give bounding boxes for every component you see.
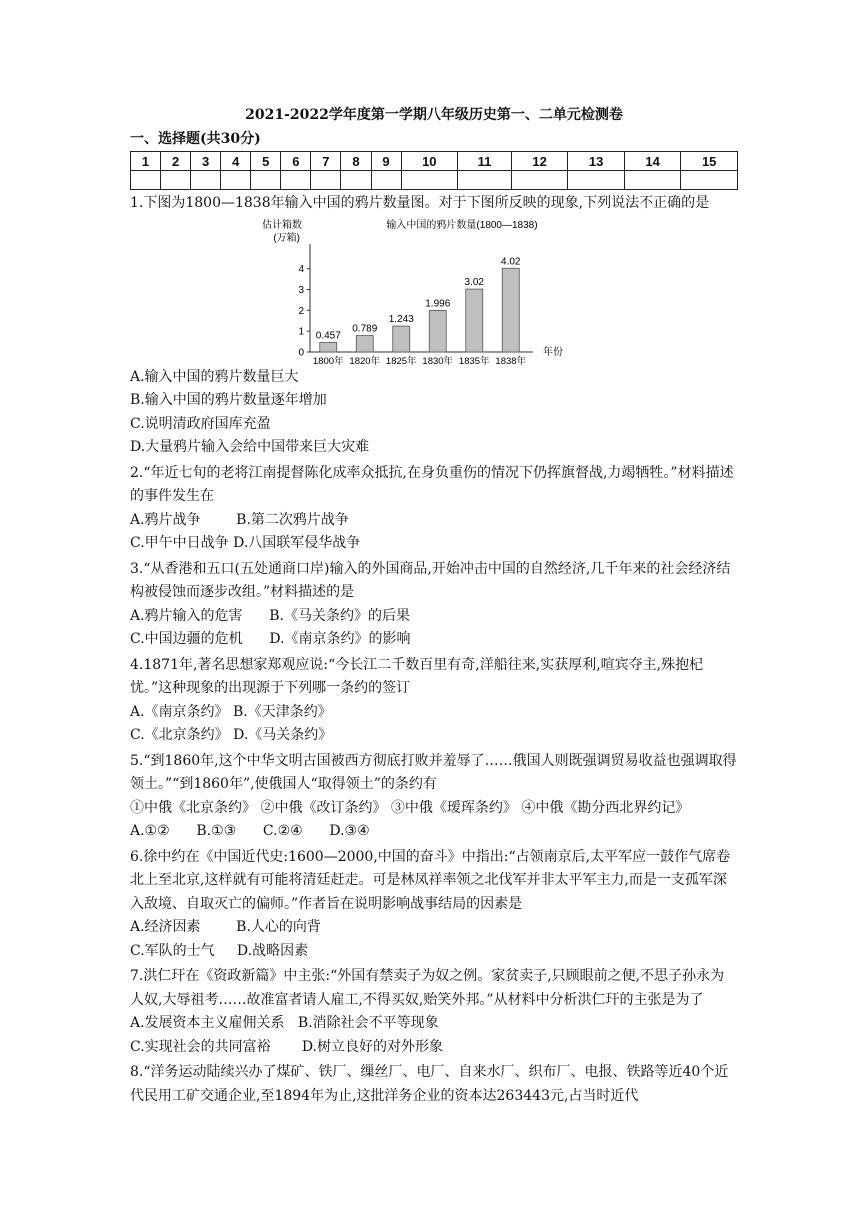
answer-blank-cell[interactable] <box>221 171 251 190</box>
chart-data-label: 3.02 <box>464 276 484 288</box>
question-8-stem: 8.“洋务运动陆续兴办了煤矿、铁厂、缫丝厂、电厂、自来水厂、织布厂、电报、铁路等近40个近代民用工矿交通企业,至1894年为止,这批洋务企业的资本达263443元,占当时近代 <box>130 1064 729 1104</box>
answer-blank-cell[interactable] <box>251 171 281 190</box>
chart-ylabel-line2: (万箱) <box>273 232 300 244</box>
question-1-option-d: D.大量鸦片输入会给中国带来巨大灾难 <box>130 439 370 455</box>
chart-bar <box>356 335 373 351</box>
chart-data-label: 0.789 <box>352 323 378 335</box>
question-1-option-c: C.说明清政府国库充盈 <box>130 415 271 432</box>
chart-data-label: 4.02 <box>501 255 521 267</box>
chart-y-tick-label: 3 <box>298 284 304 296</box>
opium-chart-container <box>130 216 738 366</box>
question-1-stem: 1.下图为1800—1838年输入中国的鸦片数量图。对于下图所反映的现象,下列说法不正确的是 <box>130 195 710 211</box>
chart-xlabel: 年份 <box>543 346 563 358</box>
answer-number-cell: 13 <box>568 152 624 171</box>
answer-number-cell: 8 <box>341 152 371 171</box>
answer-blank-cell[interactable] <box>511 171 567 190</box>
answer-blank-cell[interactable] <box>401 171 457 190</box>
chart-bar <box>393 326 410 352</box>
question-6-stem: 6.徐中约在《中国近代史:1600—2000,中国的奋斗》中指出:“占领南京后,太平军应一鼓作气席卷北上至北京,这样就有可能将清廷赶走。可是林凤祥率领之北伐军并非太平军主力,而是一支孤军深入敌境、自取灭亡的偏师。”作者旨在说明影响战事结局的因素是 <box>130 848 731 912</box>
answer-blank-cell[interactable] <box>458 171 512 190</box>
chart-data-label: 0.457 <box>315 329 341 341</box>
chart-x-tick-label: 1838年 <box>495 355 527 366</box>
answer-number-cell: 11 <box>458 152 512 171</box>
question-7-stem: 7.洪仁玕在《资政新篇》中主张:“外国有禁卖子为奴之例。家贫卖子,只顾眼前之便,不思子孙永为人奴,大辱祖考……故准富者请人雇工,不得买奴,贻笑外邦。”从材料中分析洪仁玕的主张是为了 <box>130 968 725 1008</box>
answer-blank-cell[interactable] <box>681 171 738 190</box>
chart-bar <box>429 310 446 352</box>
chart-y-tick-label: 1 <box>298 326 304 338</box>
answer-number-cell: 5 <box>251 152 281 171</box>
question-6-options-2: C.军队的士气 D.战略因素 <box>130 942 309 959</box>
question-5-items: ①中俄《北京条约》 ②中俄《改订条约》 ③中俄《瑷珲条约》 ④中俄《勘分西北界约记》 <box>130 799 690 816</box>
chart-x-tick-label: 1835年 <box>458 355 490 366</box>
opium-bar-chart <box>130 216 738 366</box>
answer-number-cell: 6 <box>281 152 311 171</box>
question-2-options-2: C.甲午中日战争 D.八国联军侵华战争 <box>130 535 361 551</box>
question-7-options-2: C.实现社会的共同富裕 D.树立良好的对外形象 <box>130 1038 443 1055</box>
chart-y-tick-label: 4 <box>298 263 304 275</box>
chart-bar <box>502 268 519 352</box>
answer-blank-row <box>131 171 738 190</box>
section-heading: 一、选择题(共30分) <box>130 131 261 147</box>
chart-ylabel-line1: 估计箱数 <box>262 219 302 231</box>
answer-blank-cell[interactable] <box>161 171 191 190</box>
answer-blank-cell[interactable] <box>191 171 221 190</box>
chart-x-tick-label: 1825年 <box>385 355 417 366</box>
answer-blank-cell[interactable] <box>131 171 161 190</box>
answer-blank-cell[interactable] <box>624 171 680 190</box>
chart-data-label: 1.243 <box>388 313 414 325</box>
answer-number-cell: 15 <box>681 152 738 171</box>
answer-number-cell: 10 <box>401 152 457 171</box>
question-2-stem: 2.“年近七旬的老将江南提督陈化成率众抵抗,在身负重伤的情况下仍挥旗督战,力竭牺牲。”材料描述的事件发生在 <box>130 464 734 504</box>
question-4-options-2: C.《北京条约》 D.《马关条约》 <box>130 727 333 743</box>
answer-number-cell: 3 <box>191 152 221 171</box>
answer-number-cell: 14 <box>624 152 680 171</box>
answer-number-cell: 4 <box>221 152 251 171</box>
chart-title: 输入中国的鸦片数量(1800—1838) <box>386 219 538 231</box>
answer-number-cell: 2 <box>161 152 191 171</box>
answer-number-row <box>131 152 738 171</box>
answer-number-cell: 12 <box>511 152 567 171</box>
chart-x-tick-label: 1820年 <box>349 355 381 366</box>
question-1-option-a: A.输入中国的鸦片数量巨大 <box>130 368 299 385</box>
question-1-option-b: B.输入中国的鸦片数量逐年增加 <box>130 392 327 408</box>
answer-blank-cell[interactable] <box>568 171 624 190</box>
chart-x-tick-label: 1830年 <box>422 355 454 366</box>
answer-number-cell: 7 <box>311 152 341 171</box>
chart-data-label: 1.996 <box>425 297 451 309</box>
question-5-options: A.①② B.①③ C.②④ D.③④ <box>130 823 370 839</box>
question-3-options-2: C.中国边疆的危机 D.《南京条约》的影响 <box>130 631 411 647</box>
chart-x-tick-label: 1800年 <box>312 355 344 366</box>
question-4-options-1: A.《南京条约》 B.《天津条约》 <box>130 703 332 720</box>
question-3-options-1: A.鸦片输入的危害 B.《马关条约》的后果 <box>130 607 410 624</box>
question-6-options-1: A.经济因素 B.人心的向背 <box>130 919 321 935</box>
question-2-options-1: A.鸦片战争 B.第二次鸦片战争 <box>130 511 349 528</box>
question-7-options-1: A.发展资本主义雇佣关系 B.消除社会不平等现象 <box>130 1015 439 1031</box>
answer-number-cell: 9 <box>371 152 401 171</box>
question-3-stem: 3.“从香港和五口(五处通商口岸)输入的外国商品,开始冲击中国的自然经济,几千年来的社会经济结构被侵蚀而逐步改组。”材料描述的是 <box>130 560 731 600</box>
answer-grid <box>130 151 738 190</box>
answer-number-cell: 1 <box>131 152 161 171</box>
exam-page <box>130 104 738 1108</box>
answer-blank-cell[interactable] <box>311 171 341 190</box>
answer-blank-cell[interactable] <box>281 171 311 190</box>
answer-blank-cell[interactable] <box>341 171 371 190</box>
chart-y-tick-label: 2 <box>298 305 304 317</box>
answer-blank-cell[interactable] <box>371 171 401 190</box>
chart-bar <box>320 342 337 352</box>
question-4-stem: 4.1871年,著名思想家郑观应说:“今长江二千数百里有奇,洋船往来,实获厚利,喧宾夺主,殊抱杞忧。”这种现象的出现源于下列哪一条约的签订 <box>130 656 704 696</box>
question-5-stem: 5.“到1860年,这个中华文明古国被西方彻底打败并羞辱了……俄国人则既强调贸易收益也强调取得领土。”“到1860年”,使俄国人“取得领土”的条约有 <box>130 752 737 792</box>
exam-title: 2021-2022学年度第一学期八年级历史第一、二单元检测卷 <box>245 107 623 123</box>
chart-bar <box>466 289 483 352</box>
chart-y-tick-label: 0 <box>298 347 304 358</box>
